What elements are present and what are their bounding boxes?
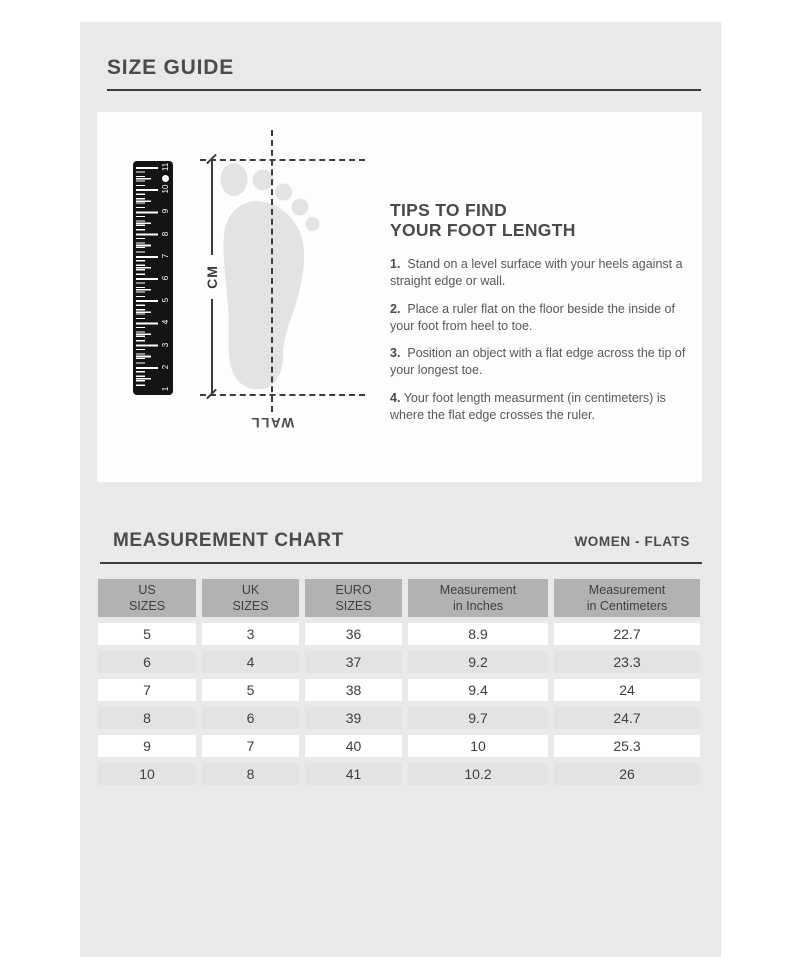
table-cell: 9.7: [408, 707, 548, 729]
ruler-tick-strip: [136, 167, 160, 389]
table-cell: 5: [98, 623, 196, 645]
category-label: WOMEN - FLATS: [574, 534, 690, 549]
table-row: [98, 763, 700, 785]
ruler-number: 1: [161, 386, 170, 392]
tips-title: [390, 200, 688, 240]
table-header-cell: UK SIZES: [202, 579, 299, 617]
cm-label: CM: [203, 264, 220, 289]
table-cell: 26: [554, 763, 700, 785]
ruler-number: 7: [161, 253, 170, 259]
chart-underline: [100, 562, 702, 564]
table-cell: 36: [305, 623, 402, 645]
wall-label: WALL: [249, 415, 295, 430]
ruler-number: 6: [161, 275, 170, 281]
tip-text: Position an object with a flat edge across the tip of your longest toe.: [390, 346, 686, 377]
tip-number: 4.: [390, 390, 401, 405]
table-cell: 10: [408, 735, 548, 757]
table-header-cell: US SIZES: [98, 579, 196, 617]
table-row: [98, 735, 700, 757]
page-title: SIZE GUIDE: [107, 56, 235, 79]
table-cell: 5: [202, 679, 299, 701]
tip-item: [390, 256, 688, 290]
table-header-row: [98, 579, 700, 617]
table-header-cell: EURO SIZES: [305, 579, 402, 617]
table-cell: 40: [305, 735, 402, 757]
footprint-illustration: [220, 163, 320, 398]
table-cell: 10: [98, 763, 196, 785]
table-cell: 24.7: [554, 707, 700, 729]
ruler-number: 11: [161, 162, 170, 172]
tip-item: [390, 301, 688, 335]
tip-number: 3.: [390, 346, 401, 361]
ruler-number: 9: [161, 209, 170, 214]
tips-section: [390, 200, 688, 423]
measurement-chart-header: [113, 530, 690, 552]
ruler-number: 10: [161, 184, 170, 194]
table-cell: 9.2: [408, 651, 548, 673]
measure-line-segment: [211, 160, 213, 255]
tip-item: [390, 345, 688, 379]
table-cell: 7: [202, 735, 299, 757]
table-cell: 23.3: [554, 651, 700, 673]
ruler-number: 2: [161, 364, 170, 370]
table-cell: 22.7: [554, 623, 700, 645]
tips-title-line2: YOUR FOOT LENGTH: [390, 220, 576, 241]
toe-guide-dashed-line: [200, 159, 365, 161]
measurement-diagram-box: [97, 112, 702, 482]
measure-line-segment: [211, 299, 213, 394]
ruler-hole-dot: [162, 175, 169, 182]
table-cell: 10.2: [408, 763, 548, 785]
table-row: [98, 679, 700, 701]
cm-measure-line: [204, 158, 219, 395]
heel-guide-dashed-line: [200, 394, 365, 396]
tip-text: Place a ruler flat on the floor beside the inside of your foot from heel to toe.: [390, 301, 675, 333]
size-table: [92, 573, 706, 791]
ruler-number: 4: [161, 320, 170, 325]
table-cell: 9: [98, 735, 196, 757]
size-guide-panel: [80, 22, 721, 957]
wall-dashed-line: [271, 130, 273, 412]
table-header-cell: Measurement in Centimeters: [554, 579, 700, 617]
table-cell: 8.9: [408, 623, 548, 645]
table-cell: 6: [202, 707, 299, 729]
table-cell: 25.3: [554, 735, 700, 757]
table-cell: 7: [98, 679, 196, 701]
ruler-number: 5: [161, 297, 170, 303]
table-cell: 41: [305, 763, 402, 785]
table-cell: 24: [554, 679, 700, 701]
table-cell: 37: [305, 651, 402, 673]
table-cell: 38: [305, 679, 402, 701]
table-row: [98, 623, 700, 645]
ruler-number: 8: [161, 231, 170, 236]
tip-item: [390, 390, 688, 424]
title-underline: [107, 89, 701, 91]
table-cell: 3: [202, 623, 299, 645]
tip-number: 1.: [390, 257, 401, 272]
table-cell: 8: [202, 763, 299, 785]
table-cell: 4: [202, 651, 299, 673]
tip-number: 2.: [390, 301, 401, 316]
table-cell: 6: [98, 651, 196, 673]
table-cell: 8: [98, 707, 196, 729]
table-cell: 39: [305, 707, 402, 729]
measurement-chart-title: MEASUREMENT CHART: [113, 530, 344, 551]
tips-title-line1: TIPS TO FIND: [390, 200, 508, 220]
table-row: [98, 651, 700, 673]
table-header-cell: Measurement in Inches: [408, 579, 548, 617]
tip-text: Your foot length measurment (in centimeters) is where the flat edge crosses the ruler.: [390, 390, 666, 422]
tip-text: Stand on a level surface with your heels against a straight edge or wall.: [390, 257, 683, 288]
ruler-illustration: [133, 161, 173, 395]
ruler-number: 3: [161, 342, 170, 347]
table-row: [98, 707, 700, 729]
table-cell: 9.4: [408, 679, 548, 701]
